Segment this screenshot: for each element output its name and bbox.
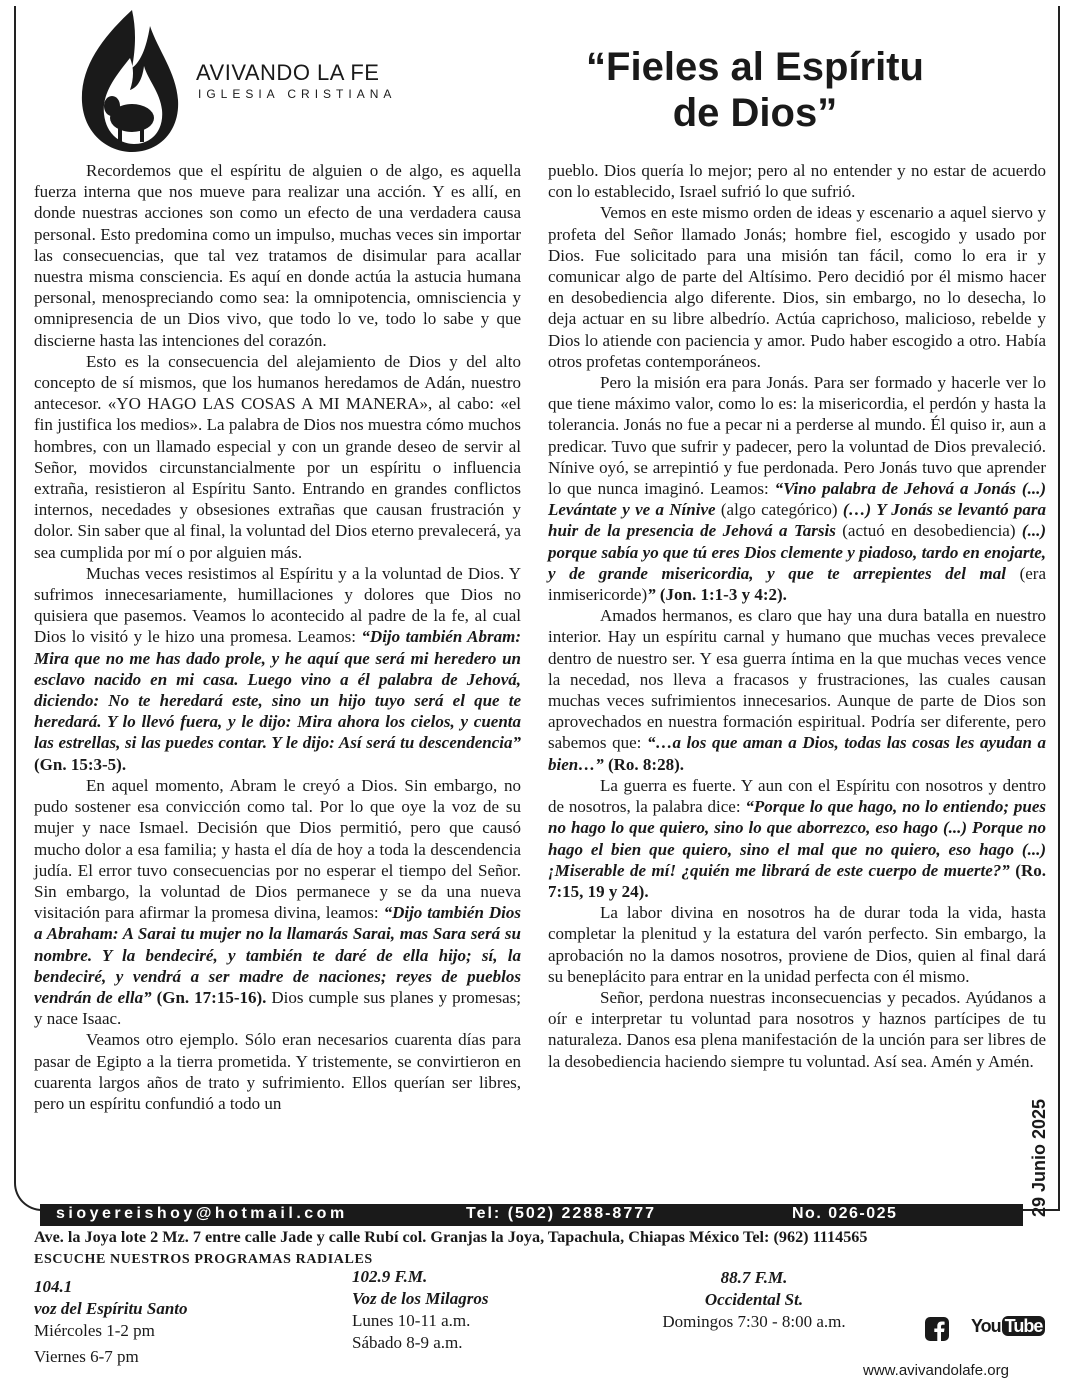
paragraph: Muchas veces resistimos al Espíritu y a la voluntad de Dios. Y sufrimos innecesariamente, humillaciones y dolores que Dios no quisiera que pasemos. Veamos lo acontecido al padre de la fe, al cual Dios lo visitó y le hizo una promesa. Leamos: “Dijo también Abram: Mira que no me has dado prole, y he aquí que será mi heredero un esclavo nacido en mi casa. Luego vino a él palabra de Jehová, diciendo: No te heredará este, sino un hijo tuyo será el que te heredará. Y lo llevó fuera, y le dijo: Mira ahora los cielos, y cuenta las estrellas, si las puedes contar. Y le dijo: Así será tu descendencia” (Gn. 15:3-5). <box>34 563 521 774</box>
bible-reference: (Gn. 17:15-16). <box>151 987 267 1007</box>
left-column <box>34 160 521 1114</box>
station-schedule: Miércoles 1-2 pm <box>34 1321 155 1340</box>
brand-name: AVIVANDO LA FE <box>196 60 380 85</box>
station-schedule: Domingos 7:30 - 8:00 a.m. <box>662 1312 846 1331</box>
station-name: Occidental St. <box>704 1290 804 1309</box>
flame-lamb-logo <box>74 6 184 154</box>
paragraph: Recordemos que el espíritu de alguien o de algo, es aquella fuerza interna que nos mueve para realizar una acción. Y es allí, en donde nuestras acciones son como un efecto de una verdadera causa personal. Esto predomina como un impulso, muchas veces sin importar las consecuencias, que tal vez tratamos de disimular para acallar nuestra misma consciencia. Es aquí en donde actúa la astucia humana personal, menospreciando como sea: la omnipotencia, omnisciencia y omnipresencia de un Dios vivo, que todo lo ve, todo lo sabe y que discierne hasta las intenciones del corazón. <box>34 161 521 350</box>
right-column <box>548 160 1046 1072</box>
station-frequency: 102.9 F.M. <box>352 1267 428 1286</box>
phone-number: Tel: (502) 2288-8777 <box>466 1205 657 1222</box>
station-schedule: Lunes 10-11 a.m. <box>352 1311 471 1330</box>
bible-reference: (Ro. 8:28). <box>603 754 684 774</box>
church-address: Ave. la Joya lote 2 Mz. 7 entre calle Jade y calle Rubí col. Granjas la Joya, Tapachula, Chiapas México Tel: (962) 1114565 <box>34 1228 868 1246</box>
paragraph: Esto es la consecuencia del alejamiento de Dios y del alto concepto de sí mismos, que los humanos heredamos de Adán, nuestro antecesor. «YO HAGO LAS COSAS A MI MANERA», al cabo: «el fin justifica los medios». La palabra de Dios nos muestra cómo muchos hombres, con un llamado especial y con un grande deseo de servir al Señor, movidos circunstancialmente por un espíritu o influencia extraña, resistieron al Espíritu Santo. Entrando en grandes conflictos internos, necedades y obsesiones extrañas que causan frustración y dolor. Sin saber que al final, la voluntad del Dios eterno prevalecerá, ya sea cumplida por mí o por alguien más. <box>34 351 521 562</box>
station-schedule: Sábado 8-9 a.m. <box>352 1333 463 1352</box>
title-line-2: de Dios” <box>672 91 838 135</box>
bible-quote: “…a los que aman a Dios, todas las cosas les ayudan a bien…” <box>548 733 1046 774</box>
bible-quote: (…) Y Jonás se levantó para huir de la presencia de Jehová a Tarsis <box>548 500 1047 541</box>
website-link[interactable]: www.avivandolafe.org <box>863 1362 1009 1379</box>
bible-quote: “Porque lo que hago, no lo entiendo; pues no hago lo que quiero, sino lo que aborrezco, eso hago (...) Porque no hago el bien que quiero, sino el mal que no quiero, eso hago (...) ¡Miserable de mí! ¿quién me librará de este cuerpo de muerte?” <box>548 797 1046 880</box>
paragraph: Vemos en este mismo orden de ideas y escenario a aquel siervo y profeta del Señor llamado Jonás; hombre fiel, escogido y usado por Dios. Fue solicitado para una misión tan fácil, como lo era ir y comunicar algo de parte del Altísimo. Pero decidió por él mismo hacer en desobediencia algo diferente. Dios, sin embargo, no lo desecha, lo deja actuar en su libre albedrío. Actúa caprichoso, malicioso, rebelde y Dios lo atiende con paciencia y amor. Pudo haber escogido a otro. Había otros profetas contemporáneos. <box>548 203 1046 371</box>
issue-number: No. 026-025 <box>792 1205 898 1222</box>
bible-quote: “Dijo también Dios a Abraham: A Sarai tu mujer no la llamarás Sarai, mas Sara será su nombre. Y la bendeciré, y también te daré de ella hijo; sí, la bendeciré, y vendrá a ser madre de naciones; reyes de pueblos vendrán de ella” <box>34 903 521 1007</box>
station-name: Voz de los Milagros <box>352 1289 489 1308</box>
paragraph: La guerra es fuerte. Y aun con el Espíritu con nosotros y dentro de nosotros, la palabra dice: “Porque lo que hago, no lo entiendo; pues no hago lo que quiero, sino lo que aborrezco, eso hago (...) Porque no hago el bien que quiero, sino el mal que no quiero, eso hago (...) ¡Miserable de mí! ¿quién me librará de este cuerpo de muerte?” (Ro. 7:15, 19 y 24). <box>548 775 1046 901</box>
radio-heading: ESCUCHE NUESTROS PROGRAMAS RADIALES <box>34 1252 373 1267</box>
article-title <box>530 44 980 136</box>
paragraph: Pero la misión era para Jonás. Para ser formado y hacerle ver lo que tiene máximo valor, como lo es: la misericordia, el perdón y hasta la tolerancia. Jonás no fue a pecar ni a perderse al mundo. Él quiso ir, aun a predicar. Tuvo que sufrir y padecer, pero la voluntad de Dios prevaleció. Nínive oyó, se arrepintió y fue perdonada. Pero Jonás tuvo que aprender lo que nunca imaginó. Leamos: “Vino palabra de Jehová a Jonás (...) Levántate y ve a Nínive (algo categórico) (…) Y Jonás se levantó para huir de la presencia de Jehová a Tarsis (actuó en desobediencia) (...) porque sabía yo que tú eres Dios clemente y piadoso, tardo en enojarte, y de grande misericordia, y que te arrepientes del mal (era inmisericorde)” (Jon. 1:1-3 y 4:2). <box>548 373 1047 605</box>
bible-quote: “Dijo también Abram: Mira que no me has dado prole, y he aquí que será mi heredero un esclavo nacido en mi casa. Luego vino a él palabra de Jehová, diciendo: No te heredará este, sino un hijo tuyo será el que te heredará. Y lo llevó fuera, y le dijo: Mira ahora los cielos, y cuenta las estrellas, si las puedes contar. Y le dijo: Así será tu descendencia” <box>34 627 521 753</box>
title-line-1: “Fieles al Espíritu <box>586 45 924 89</box>
youtube-icon[interactable]: You Tube <box>971 1316 1045 1337</box>
station-frequency: 104.1 <box>34 1277 73 1296</box>
paragraph: Veamos otro ejemplo. Sólo eran necesarios cuarenta días para pasar de Egipto a la tierra prometida. Y tristemente, se convirtieron en cuarenta largos años de trato y sufrimiento. Ellos querían ser libres, pero un espíritu confundió a todo un <box>34 1030 521 1113</box>
paragraph: La labor divina en nosotros ha de durar toda la vida, hasta completar la plenitud y la estatura del varón perfecto. Sin embargo, la aprobación no la damos nosotros, proviene de Dios, quien al final dará su beneplácito para entrar en la unidad perfecta con él mismo. <box>548 903 1046 986</box>
bible-reference: (Jon. 1:1-3 y 4:2). <box>655 585 787 605</box>
bible-reference: (Ro. 7:15, 19 y 24). <box>548 860 1046 901</box>
station-name: voz del Espíritu Santo <box>34 1299 188 1318</box>
radio-station-2 <box>352 1266 489 1354</box>
bible-quote: (...) porque sabía yo que tú eres Dios clemente y piadoso, tardo en enojarte, y de grande misericordia, y que te arrepientes del mal <box>548 521 1046 583</box>
radio-station-1 <box>34 1276 188 1368</box>
station-frequency: 88.7 F.M. <box>720 1268 788 1287</box>
bible-reference: (Gn. 15:3-5). <box>34 754 127 774</box>
paragraph: Amados hermanos, es claro que hay una dura batalla en nuestro interior. Hay un espíritu carnal y humano que muchas veces prevalece dentro de nuestro ser. Y esa guerra íntima en la que muchas veces vence la necedad, nos lleva a fracasos y frustraciones, las cuales causan muchas veces sufrimientos innecesarios. Aunque de parte de Dios son aprovechados en nuestra formación espiritual. Podría ser diferente, pero sabemos que: “…a los que aman a Dios, todas las cosas les ayudan a bien…” (Ro. 8:28). <box>548 606 1046 774</box>
brand-subtitle: IGLESIA CRISTIANA <box>198 87 397 101</box>
paragraph: Señor, perdona nuestras inconsecuencias y pecados. Ayúdanos a oír e interpretar tu voluntad para nosotros y haznos partícipes de tu naturaleza. Danos esa plena manifestación de la unción para ser libres de la desobediencia haciendo siempre tu voluntad. Así sea. Amén y Amén. <box>548 987 1046 1071</box>
contact-bar <box>40 1204 1023 1226</box>
issue-date: 29 Junio 2025 <box>1029 1098 1049 1217</box>
facebook-icon[interactable] <box>925 1317 949 1341</box>
paragraph: En aquel momento, Abram le creyó a Dios. Sin embargo, no pudo sostener esa convicción como tal. Por lo que oye la voz de su mujer y nace Ismael. Decisión que Dios permitió, pero que causó mucho dolor a esa familia; y hasta el día de hoy a toda la descendencia judía. El error tuvo consecuencias por no esperar el tiempo del Señor. Sin embargo, la voluntad de Dios permanece y se da una nueva visitación para afirmar la promesa divina, leamos: “Dijo también Dios a Abraham: A Sarai tu mujer no la llamarás Sarai, mas Sara será su nombre. Y la bendeciré, y también te daré de ella hijo; sí, la bendeciré, y vendrá a ser madre de naciones; reyes de pueblos vendrán de ella” (Gn. 17:15-16). Dios cumple sus planes y promesas; y nace Isaac. <box>34 775 521 1029</box>
radio-station-3 <box>654 1267 854 1333</box>
station-schedule: Viernes 6-7 pm <box>34 1347 139 1366</box>
paragraph: pueblo. Dios quería lo mejor; pero al no entender y no estar de acuerdo con lo establecido, Israel sufrió lo que sufrió. <box>548 161 1046 202</box>
email-link[interactable]: sioyereishoy@hotmail.com <box>56 1205 348 1222</box>
bible-quote: “Vino palabra de Jehová a Jonás (...) Levántate y ve a Nínive <box>548 479 1046 520</box>
